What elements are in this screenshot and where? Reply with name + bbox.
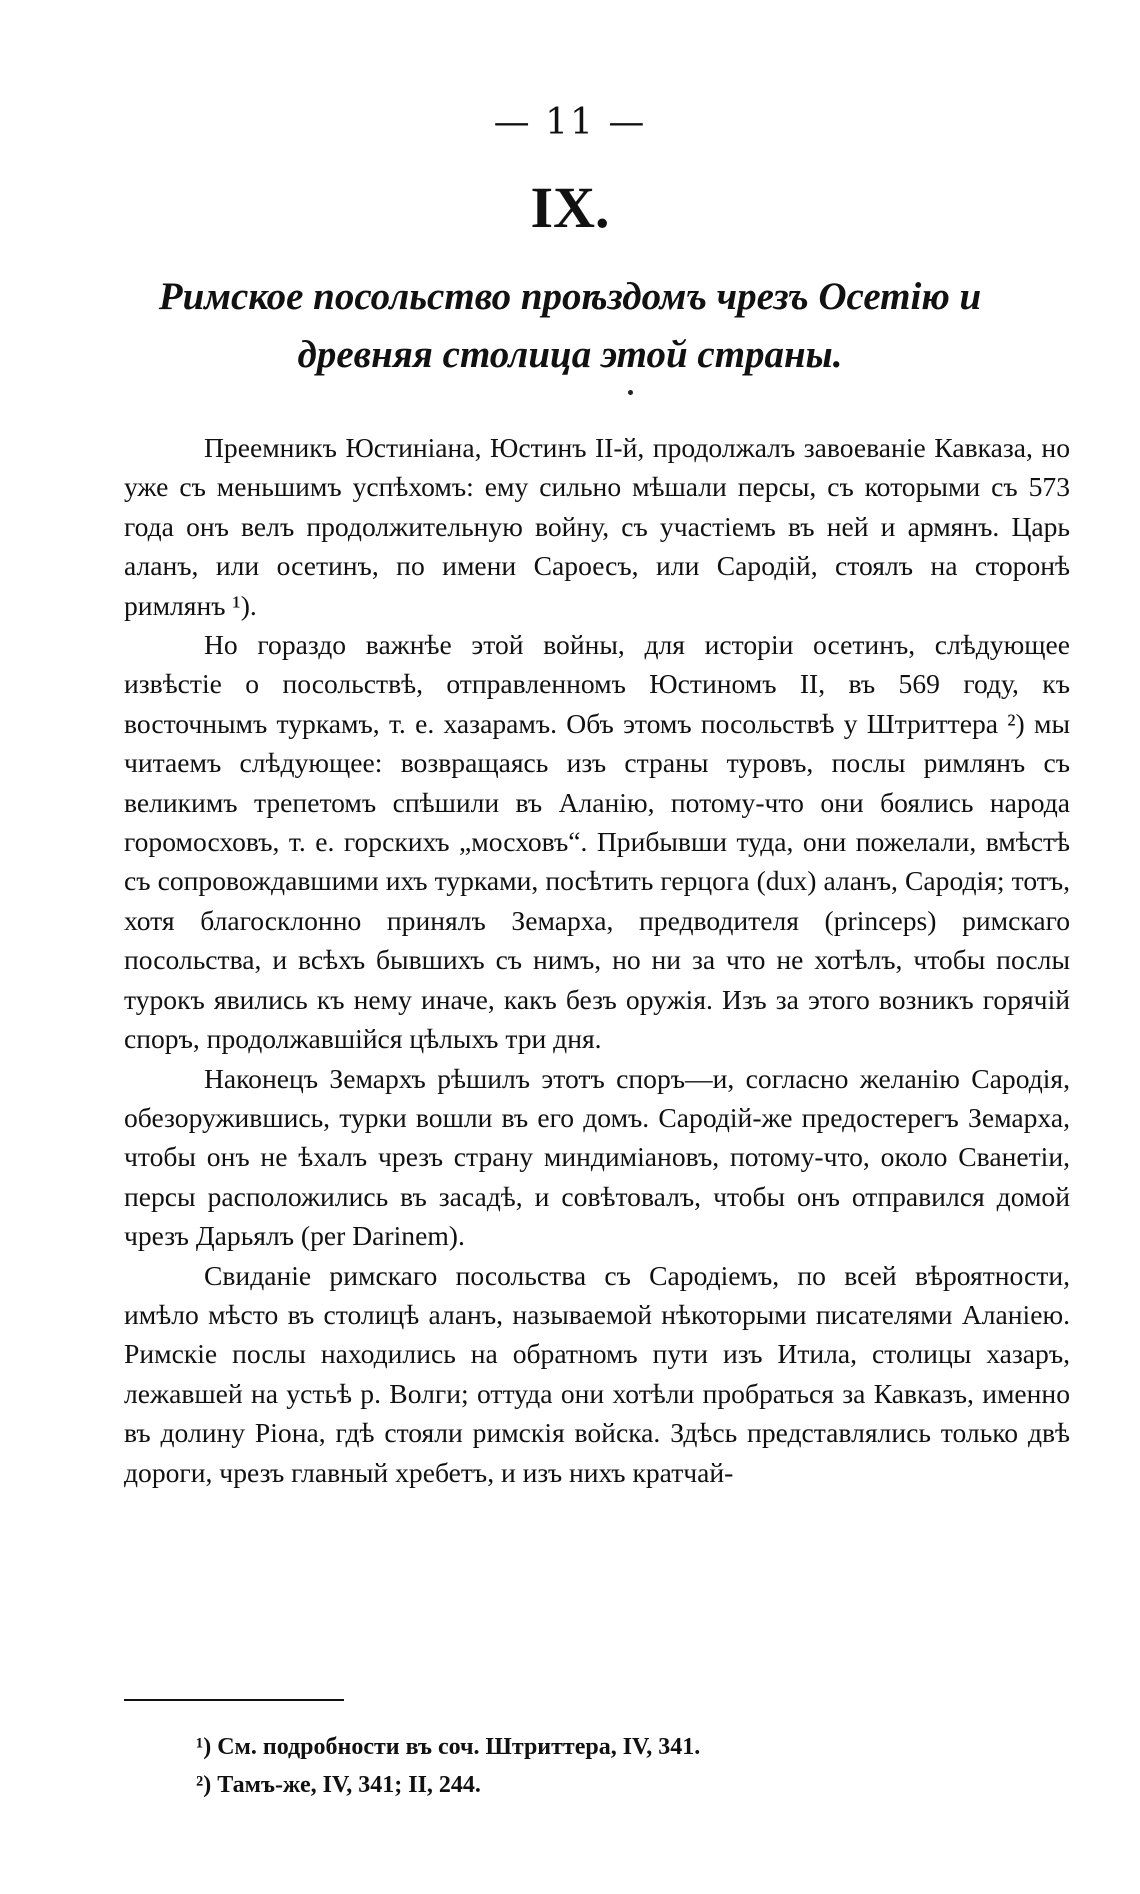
- body-text: [124, 428, 1070, 1492]
- paragraph: Но гораздо важнѣе этой войны, для исторіи осетинъ, слѣдующее извѣстіе о посольствѣ, отправленномъ Юстиномъ II, въ 569 году, къ восточнымъ туркамъ, т. е. хазарамъ. Объ этомъ посольствѣ у Штриттера ²) мы читаемъ слѣдующее: возвращаясь изъ страны туровъ, послы римлянъ съ великимъ трепетомъ спѣшили въ Аланію, потому-что они боялись народа горомосховъ, т. е. горскихъ „мосховъ“. Прибывши туда, они пожелали, вмѣстѣ съ сопровождавшими ихъ турками, посѣтить герцога (dux) аланъ, Сародія; тотъ, хотя благосклонно принялъ Земарха, предводителя (princeps) римскаго посольства, и всѣхъ бывшихъ съ нимъ, но ни за что не хотѣлъ, чтобы послы турокъ явились къ нему иначе, какъ безъ оружія. Изъ за этого возникъ горячій споръ, продолжавшійся цѣлыхъ три дня.: [124, 629, 1070, 1055]
- paragraph: Наконецъ Земархъ рѣшилъ этотъ споръ—и, согласно желанію Сародія, обезоружившись, турки вошли въ его домъ. Сародій-же предостерегъ Земарха, чтобы онъ не ѣхалъ чрезъ страну миндиміановъ, потому-что, около Сванетіи, персы расположились въ засадѣ, и совѣтовалъ, чтобы онъ отправился домой чрезъ Дарьялъ (per Darinem).: [124, 1062, 1070, 1252]
- chapter-numeral: IX.: [530, 175, 610, 240]
- chapter-title: Римское посольство проѣздомъ чрезъ Осетiю и древняя столица этой страны.: [158, 275, 982, 376]
- footnotes: [196, 1728, 1056, 1804]
- page-number: — 11 —: [493, 102, 647, 143]
- footnote-2: ²) Тамъ-же, IV, 341; II, 244.: [196, 1772, 481, 1798]
- paragraph: Свиданіе римскаго посольства съ Сародіемъ, по всей вѣроятности, имѣло мѣсто въ столицѣ аланъ, называемой нѣкоторыми писателями Аланіею. Римскіе послы находились на обратномъ пути изъ Итила, столицы хазаръ, лежавшей на устьѣ р. Волги; оттуда они хотѣли пробраться за Кавказъ, именно въ долину Ріона, гдѣ стояли римскія войска. Здѣсь представлялись только двѣ дороги, чрезъ главный хребетъ, и изъ нихъ кратчай-: [124, 1259, 1070, 1488]
- footnote-divider: [124, 1699, 344, 1701]
- footnote-1: ¹) См. подробности въ соч. Штриттера, IV, 341.: [196, 1734, 701, 1760]
- paragraph: Преемникъ Юстиніана, Юстинъ II-й, продолжалъ завоеваніе Кавказа, но уже съ меньшимъ успѣхомъ: ему сильно мѣшали персы, съ которыми съ 573 года онъ велъ продолжительную войну, съ участіемъ въ ней и армянъ. Царь аланъ, или осетинъ, по имени Сароесъ, или Сародій, стоялъ на сторонѣ римлянъ ¹).: [124, 432, 1070, 621]
- separator-dot: [628, 390, 633, 395]
